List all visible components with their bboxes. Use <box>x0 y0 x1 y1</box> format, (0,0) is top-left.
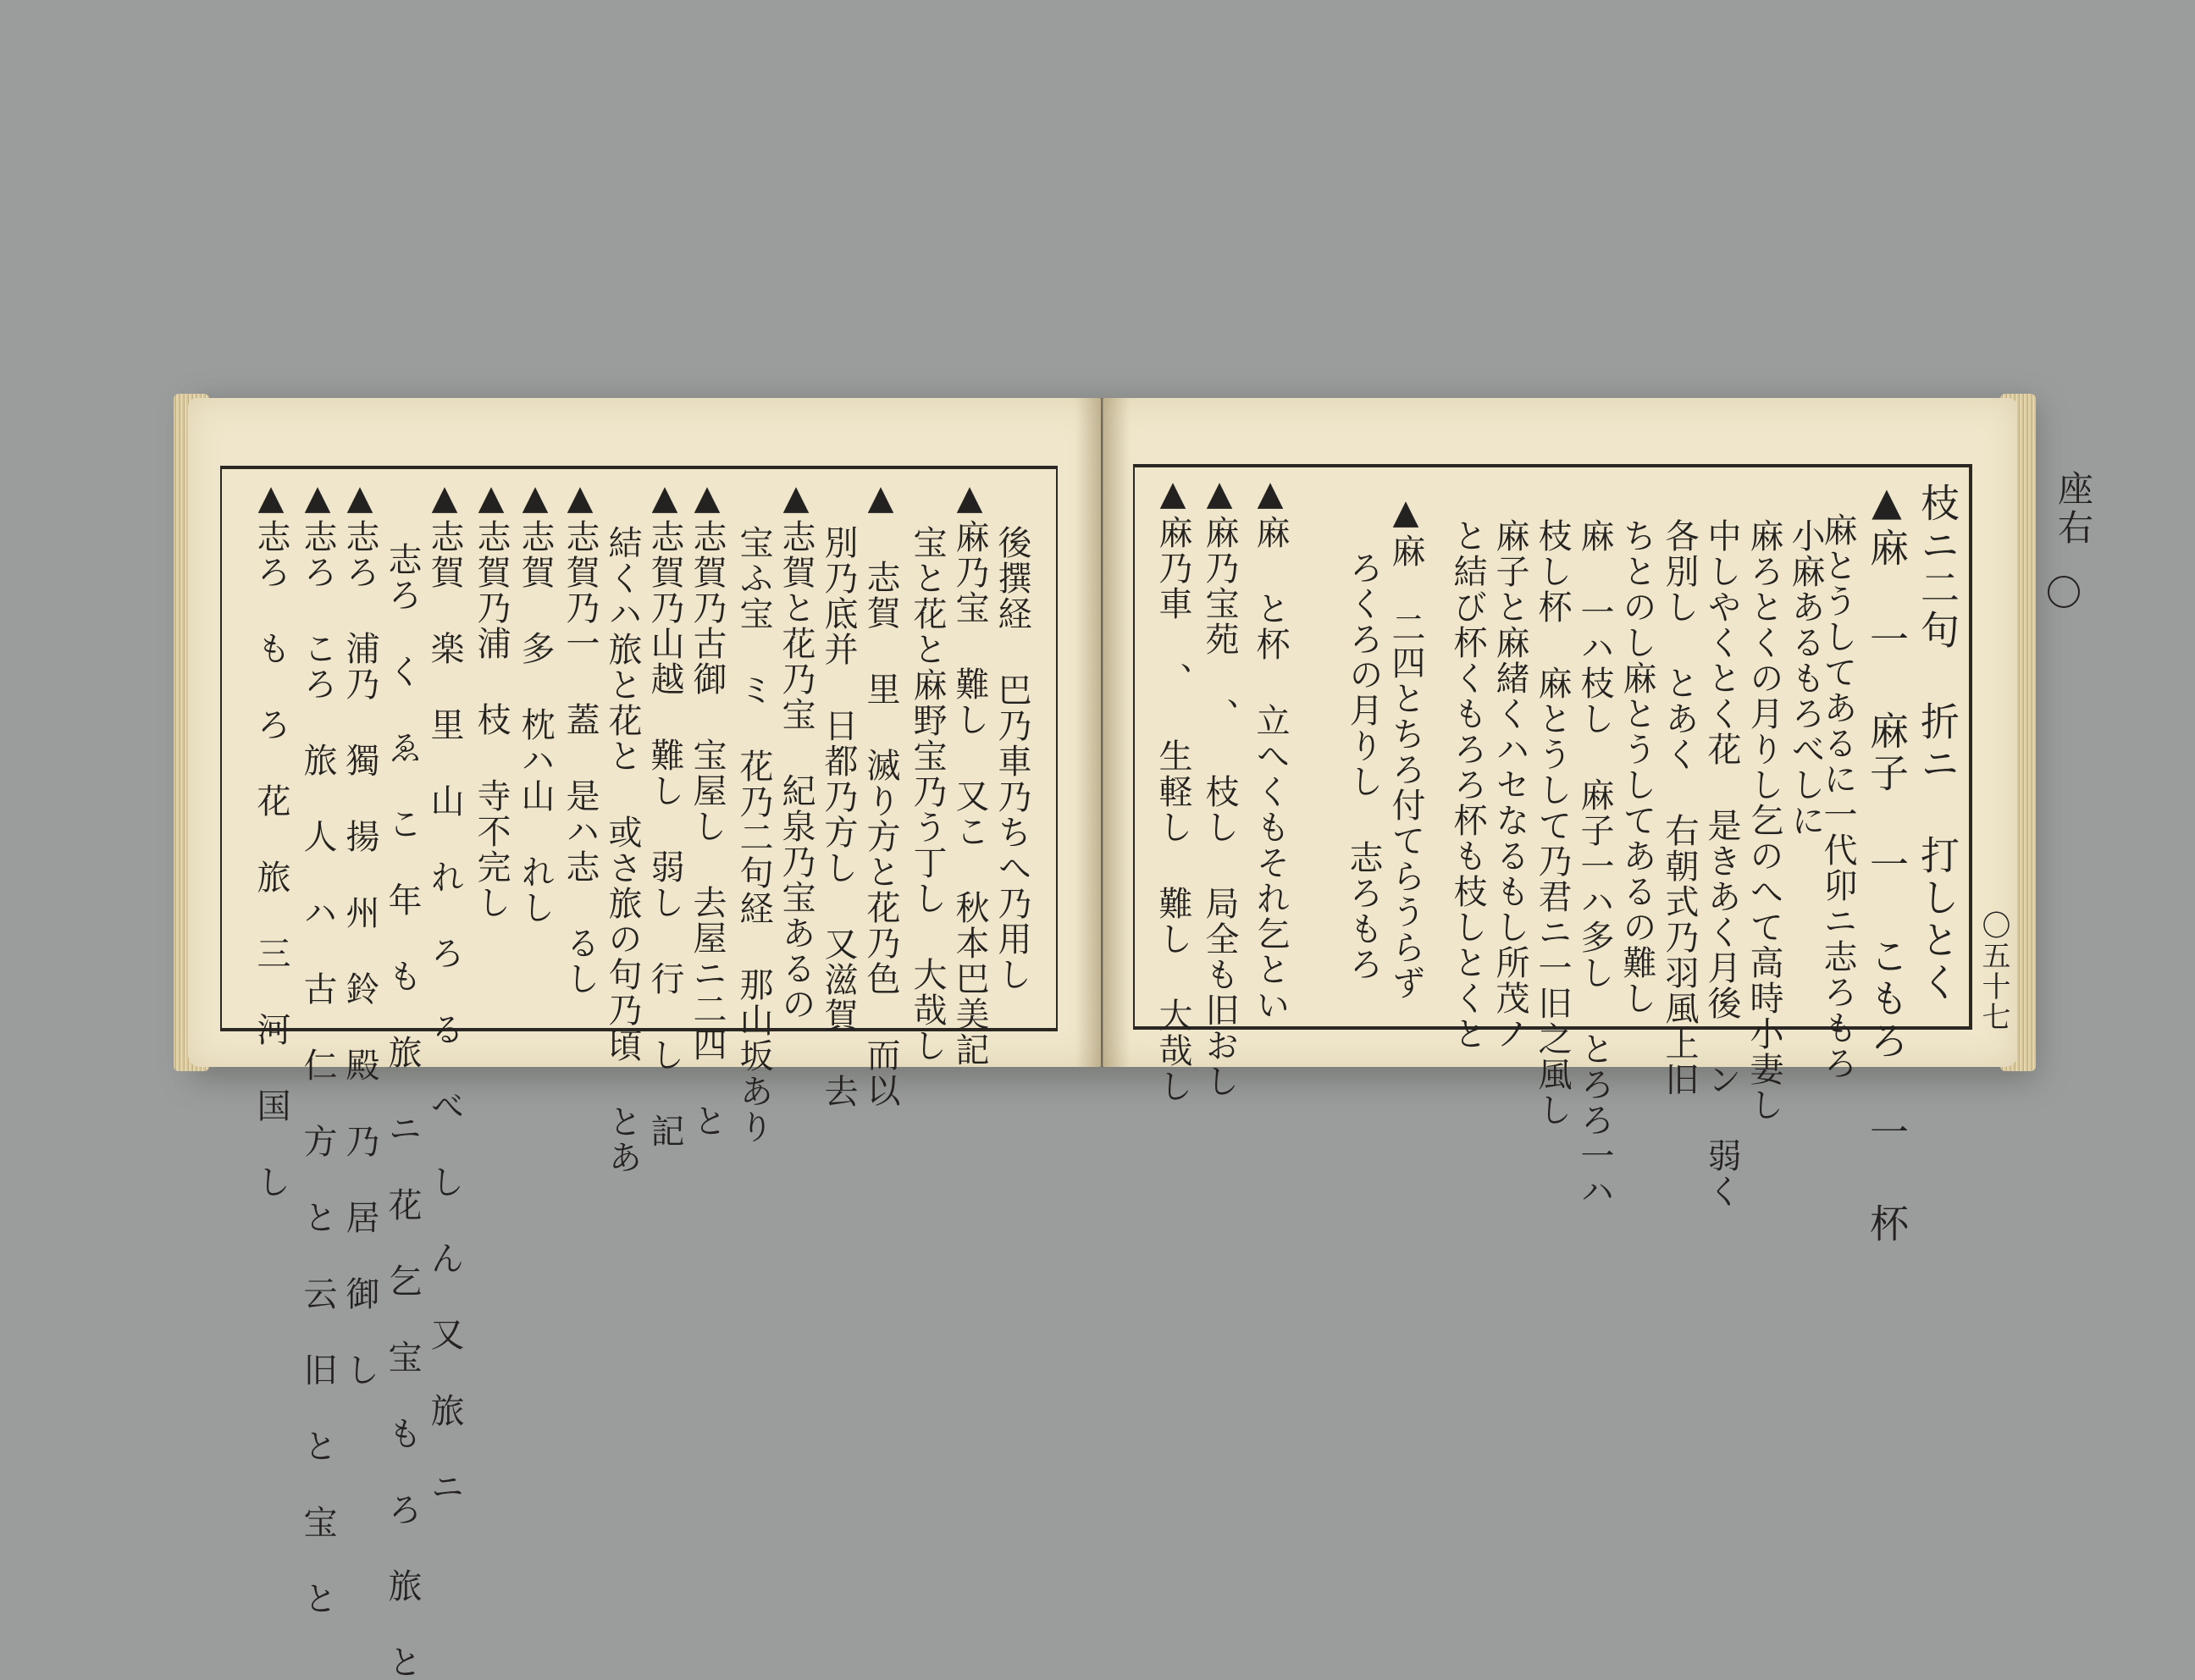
right-column-1: 枝ニ二句 折ニ 打しとく <box>1915 483 1960 1004</box>
right-column-10: 枝し杯 麻とうして乃君ニ一旧之風し <box>1533 518 1572 1128</box>
fold-marker-icon <box>2048 576 2080 608</box>
left-column-10: 結くハ旅と花と 或さ旅の句乃頃 とあ <box>603 525 642 1175</box>
left-column-16: ▲志ろ 浦乃 獨 揚 州 鈴 殿 乃 居 御 し <box>340 478 379 1388</box>
left-column-7: 宝ふ宝 ミ 花乃二句経 那山坂あり <box>734 525 773 1145</box>
left-column-4: ▲ 志賀 里 滅り方と花乃色 而以 <box>861 478 900 1108</box>
left-column-12: ▲志賀 多 枕ハ山 れし <box>516 478 555 926</box>
right-column-7: 各別し とあく 右朝式乃羽風上旧 <box>1660 518 1699 1097</box>
folio-number: 〇五十七 <box>1977 910 2010 1032</box>
right-column-4: 小麻あるもろべしに <box>1786 518 1825 838</box>
book-gutter <box>1075 398 1130 1067</box>
right-column-13: ▲麻 二四とちろ付てらうらず <box>1386 493 1425 1001</box>
right-column-15: ▲麻 と杯 立へくもそれ乞とい <box>1251 474 1290 1023</box>
right-column-16: ▲麻乃宝苑 、 枝し 局全も旧おし <box>1200 474 1239 1099</box>
left-column-17: ▲志ろ ころ 旅 人 ハ 古 仁 方 と 云 旧 と 宝 と <box>298 478 337 1616</box>
left-column-8: ▲志賀乃古御 宝屋し 去屋ニ二四 と <box>688 478 727 1139</box>
left-column-15: 志ろ く ゑ こ 年 も 旅 ニ 花 乞 宝 も ろ 旅 と <box>383 542 422 1680</box>
right-column-9: 麻 一ハ枝し 麻子一ハ多し とろろ一ハ <box>1575 518 1614 1209</box>
right-column-14: ろくろの月りし 志ろもろ <box>1344 550 1383 982</box>
right-column-2: ▲麻 一 麻子 一 こもろ 一 杯 <box>1864 478 1910 1246</box>
running-header: 座右 <box>2053 470 2094 548</box>
right-column-11: 麻子と麻緒くハセなるもし所茂ノ <box>1490 518 1529 1052</box>
right-column-5: 麻ろとくの月りし乞のへて高時小妻し <box>1744 518 1783 1123</box>
right-column-6: 中しやくとく花 是きあく月後 ン 弱く <box>1702 518 1741 1209</box>
left-column-9: ▲志賀乃山越 難し 弱し 行 し 記 <box>645 478 684 1149</box>
right-column-17: ▲麻乃車 、 生軽し 難し 大哉し <box>1153 474 1192 1104</box>
left-column-1: 後撰経 巴乃車乃ちへ乃用し <box>992 525 1031 992</box>
left-column-5: 別乃底并 日都乃方し 又滋賀 去 <box>819 525 858 1109</box>
left-column-2: ▲麻乃宝 難し 又こ 秋本巴美記 <box>950 478 989 1068</box>
left-column-3: 宝と花と麻野宝乃う丁し 大哉し <box>908 525 947 1064</box>
left-column-14: ▲志賀 楽 里 山 れ ろ る べ し ん 又 旅 ニ <box>425 478 464 1505</box>
right-column-3: 麻とうしてあるに一代卯ニ志ろもろ <box>1818 512 1857 1081</box>
right-column-8: ちとのし麻とうしてあるの難し <box>1617 518 1656 1016</box>
right-column-12: と結び杯くもろろ杯も枝しとくと <box>1448 518 1487 1052</box>
left-column-18: ▲志ろ も ろ 花 旅 三 河 国 し <box>252 478 290 1200</box>
left-column-13: ▲志賀乃浦 枝 寺不完し <box>472 478 511 920</box>
left-column-6: ▲志賀と花乃宝 紀泉乃宝あるの <box>777 478 816 1022</box>
left-column-11: ▲志賀乃一 蓋 是ハ志 るし <box>561 478 600 997</box>
